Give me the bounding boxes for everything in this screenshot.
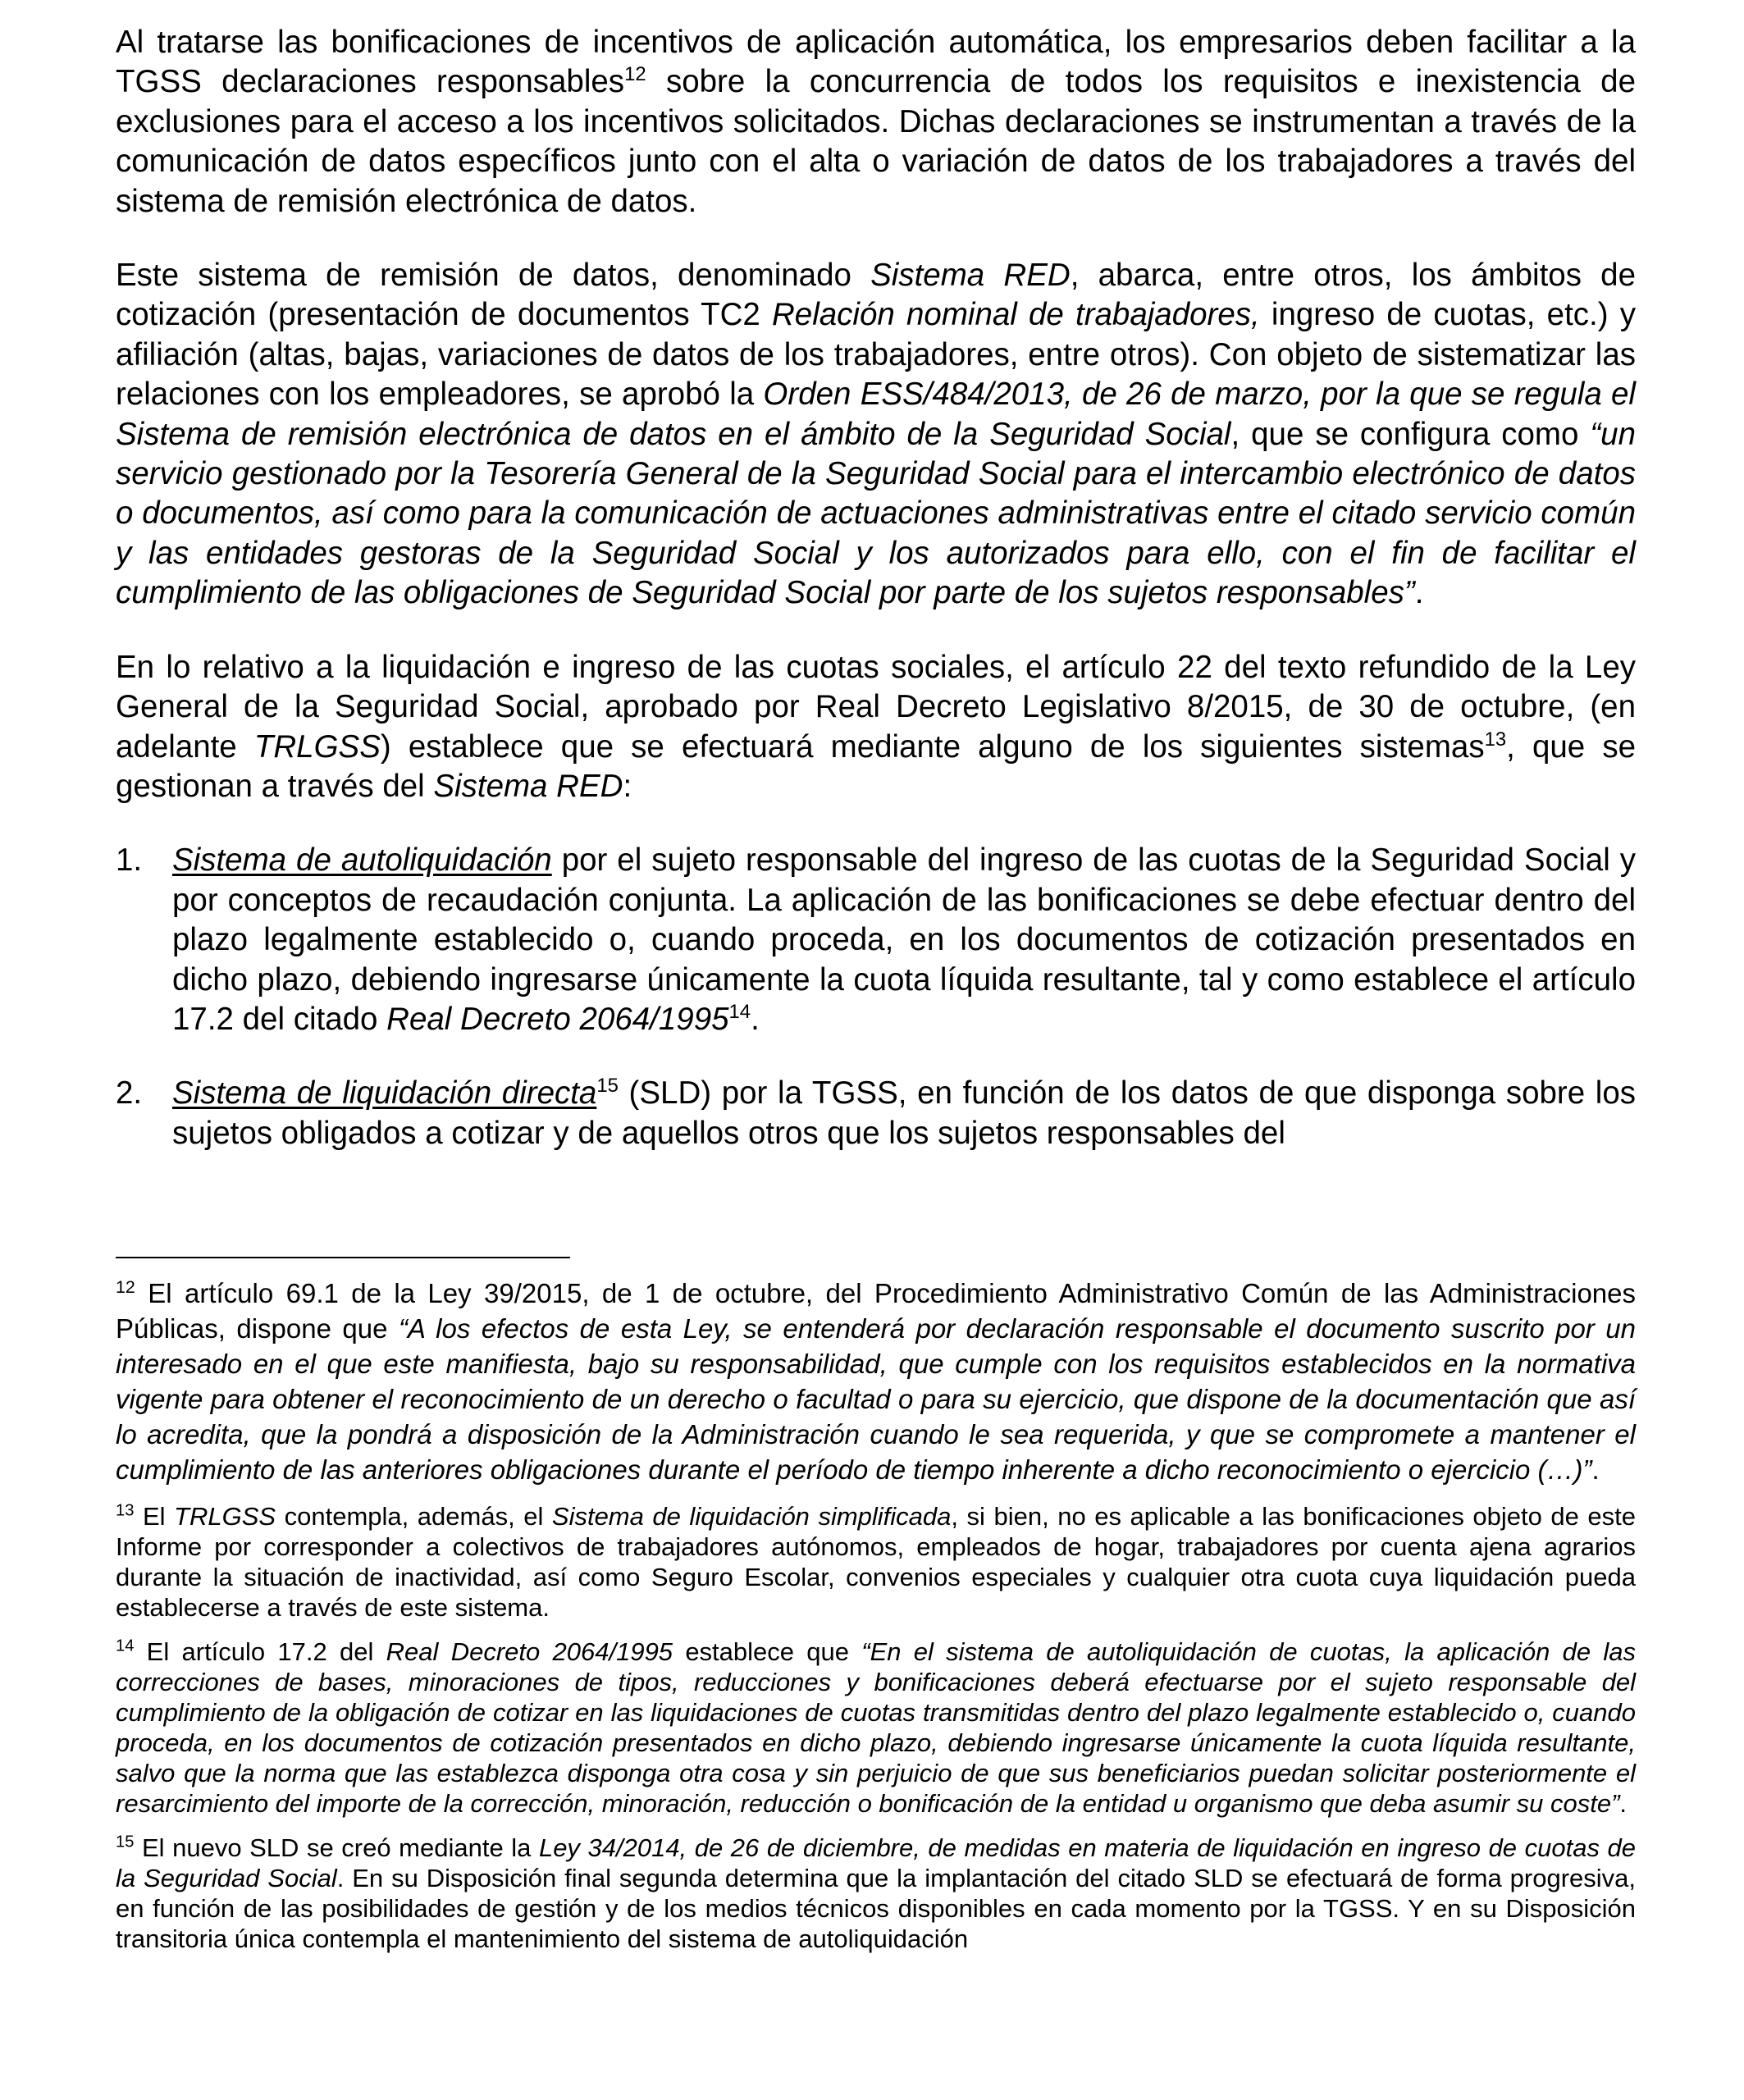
list-number: 2.	[116, 1075, 143, 1112]
list-item-title: Sistema de liquidación directa	[172, 1075, 597, 1112]
text: Este sistema de remisión de datos, denominado	[116, 258, 871, 294]
footnote-12	[116, 1276, 1636, 1487]
footnote-ref-15[interactable]: 15	[596, 1075, 619, 1098]
text: establece que	[673, 1637, 862, 1666]
footnote-number: 15	[116, 1833, 135, 1851]
text: ) establece que se efectuará mediante alguno de los siguientes sistemas	[380, 728, 1485, 765]
text-italic: TRLGSS	[174, 1502, 276, 1531]
footnote-15	[116, 1833, 1636, 1954]
list-item	[116, 841, 1636, 1039]
text: sobre la concurrencia de todos los requisitos e inexistencia de exclusiones para el acceso a los incentivos solicitados. Dichas declaraciones se instrumentan a través de la comunicación de datos específicos junto con el alta o variación de datos de los trabajadores a través del sistema de remisión electrónica de datos.	[116, 64, 1636, 219]
text: .	[1619, 1789, 1628, 1818]
footnote-number: 14	[116, 1637, 135, 1655]
text: ingreso de cuotas, etc.) y afiliación (altas, bajas, variaciones de datos de los trabajadores, entre otros). Con objeto de sistematizar las relaciones con los empleadores, se aprobó la	[116, 297, 1636, 413]
text: . En su Disposición final segunda determina que la implantación del citado SLD se efectuará de forma progresiva, en función de las posibilidades de gestión y de los medios técnicos disponibles en cada momento por la TGSS. Y en su Disposición transitoria única contempla el mantenimiento del sistema de autoliquidación	[116, 1864, 1636, 1953]
paragraph-sistema-red	[116, 256, 1636, 614]
footnote-ref-14[interactable]: 14	[728, 1001, 751, 1024]
footnotes	[116, 1276, 1636, 1954]
text-italic: Sistema de liquidación simplificada	[551, 1502, 952, 1531]
text-italic: TRLGSS	[253, 728, 381, 765]
list-number: 1.	[116, 842, 143, 879]
text: , que se configura como	[1230, 416, 1591, 452]
text-italic: Real Decreto 2064/1995	[386, 1001, 729, 1037]
text: .	[751, 1001, 760, 1037]
footnote-13	[116, 1501, 1636, 1623]
text-italic: Sistema RED	[433, 768, 623, 804]
text-italic: Relación nominal de trabajadores,	[772, 297, 1260, 333]
text: contempla, además, el	[276, 1502, 552, 1531]
footnote-number: 13	[116, 1501, 135, 1520]
footnote-number: 12	[116, 1277, 135, 1297]
footnote-separator	[116, 1257, 570, 1258]
quote-italic: “En el sistema de autoliquidación de cuotas, la aplicación de las correcciones de bases, minoraciones de tipos, reducciones y bonificaciones deberá efectuarse por el sujeto responsable del cumplimiento de la obligación de cotizar en las liquidaciones de cuotas transmitidas dentro del plazo legalmente establecido o, cuando proceda, en los documentos de cotización presentados en dicho plazo, debiendo ingresarse únicamente la cuota líquida resultante, salvo que la norma que las establezca disponga otra cosa y sin perjuicio de que sus beneficiarios puedan solicitar posteriormente el resarcimiento del importe de la corrección, minoración, reducción o bonificación de la entidad u organismo que deba asumir su coste”	[116, 1637, 1636, 1818]
text: En lo relativo a la liquidación e ingreso de las cuotas sociales, el artículo 22 del texto refundido de la Ley General de la Seguridad Social, aprobado por Real Decreto Legislativo 8/2015, de 30 de octubre, (en adelante	[116, 649, 1636, 765]
text: , si bien, no es aplicable a las bonificaciones objeto de este Informe por corresponder a colectivos de trabajadores autónomos, empleados de hogar, trabajadores por cuenta ajena agrarios durante la situación de inactividad, así como Seguro Escolar, convenios especiales y cualquier otra cuota cuya liquidación pueda establecerse a través de este sistema.	[116, 1502, 1636, 1622]
text: , que se gestionan a través del	[116, 728, 1636, 804]
text: El artículo 69.1 de la Ley 39/2015, de 1 de octubre, del Procedimiento Administrativo Común de las Administraciones Públicas, dispone que	[116, 1278, 1636, 1344]
footnote-ref-13[interactable]: 13	[1484, 728, 1507, 751]
list-item	[116, 1074, 1636, 1153]
text: El	[134, 1502, 175, 1531]
text: :	[623, 768, 632, 804]
text-italic: Sistema RED	[870, 258, 1071, 294]
text: por el sujeto responsable del ingreso de las cuotas de la Seguridad Social y por conceptos de recaudación conjunta. La aplicación de las bonificaciones se debe efectuar dentro del plazo legalmente establecido o, cuando proceda, en los documentos de cotización presentados en dicho plazo, debiendo ingresarse únicamente la cuota líquida resultante, tal y como establece el artículo 17.2 del citado	[172, 842, 1636, 1037]
paragraph-liquidacion	[116, 648, 1636, 807]
text: .	[1591, 1454, 1600, 1485]
footnote-ref-12[interactable]: 12	[624, 63, 646, 86]
text: .	[1414, 575, 1424, 611]
text: (SLD) por la TGSS, en función de los datos de que disponga sobre los sujetos obligados a cotizar y de aquellos otros que los sujetos responsables del	[172, 1075, 1636, 1151]
text-italic: Ley 34/2014, de 26 de diciembre, de medidas en materia de liquidación en ingreso de cuotas de la Seguridad Social	[116, 1833, 1636, 1892]
quote-italic: “A los efectos de esta Ley, se entenderá por declaración responsable el documento suscrito por un interesado en el que este manifiesta, bajo su responsabilidad, que cumple con los requisitos establecidos en la normativa vigente para obtener el reconocimiento de un derecho o facultad o para su ejercicio, que dispone de la documentación que así lo acredita, que la pondrá a disposición de la Administración cuando le sea requerida, y que se compromete a mantener el cumplimiento de las anteriores obligaciones durante el período de tiempo inherente a dicho reconocimiento o ejercicio (…)”	[116, 1313, 1636, 1485]
text: El nuevo SLD se creó mediante la	[134, 1833, 539, 1862]
paragraph-declaraciones	[116, 23, 1636, 221]
text: El artículo 17.2 del	[134, 1637, 386, 1666]
text-italic: Orden ESS/484/2013, de 26 de marzo, por la que se regula el Sistema de remisión electrónica de datos en el ámbito de la Seguridad Social	[116, 377, 1636, 452]
footnote-14	[116, 1637, 1636, 1819]
numbered-list	[116, 841, 1636, 1153]
quote-italic: “un servicio gestionado por la Tesorería General de la Seguridad Social para el intercambio electrónico de datos o documentos, así como para la comunicación de actuaciones administrativas entre el citado servicio común y las entidades gestoras de la Seguridad Social y los autorizados para ello, con el fin de facilitar el cumplimiento de las obligaciones de Seguridad Social por parte de los sujetos responsables”	[116, 416, 1637, 611]
text: , abarca, entre otros, los ámbitos de cotización (presentación de documentos TC2	[116, 258, 1636, 333]
text-italic: Real Decreto 2064/1995	[386, 1637, 673, 1666]
document-body	[116, 23, 1636, 1153]
list-item-title: Sistema de autoliquidación	[172, 842, 552, 879]
text: Al tratarse las bonificaciones de incentivos de aplicación automática, los empresarios deben facilitar a la TGSS declaraciones responsables	[116, 25, 1636, 100]
